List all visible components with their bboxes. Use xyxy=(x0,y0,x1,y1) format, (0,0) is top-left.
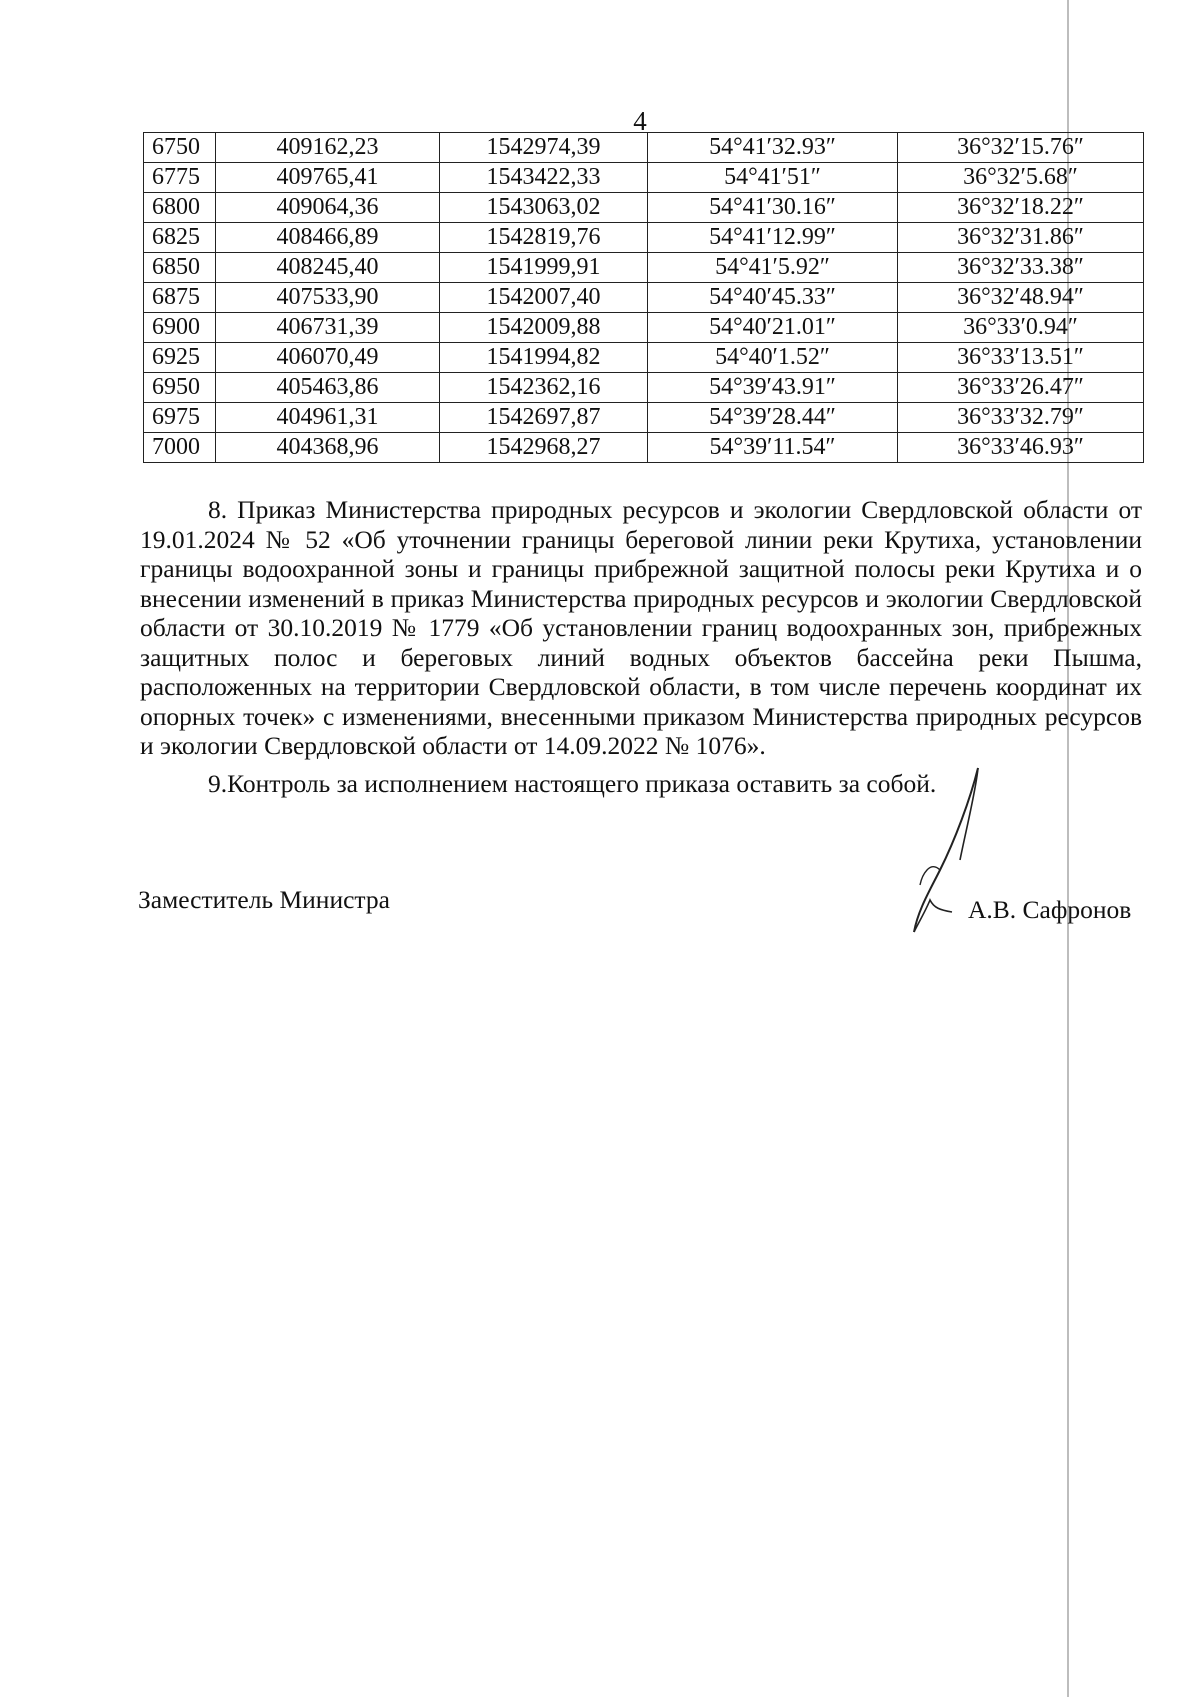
point-number-cell: 7000 xyxy=(144,433,216,463)
paragraph-item-9: 9.Контроль за исполнением настоящего приказа оставить за собой. xyxy=(208,768,937,798)
y-coordinate-cell: 1542362,16 xyxy=(440,373,648,403)
point-number-cell: 6950 xyxy=(144,373,216,403)
table-row xyxy=(144,343,1144,373)
coordinates-table xyxy=(143,132,1144,463)
point-number-cell: 6925 xyxy=(144,343,216,373)
signature-name: А.В. Сафронов xyxy=(968,895,1132,924)
x-coordinate-cell: 407533,90 xyxy=(216,283,440,313)
x-coordinate-cell: 404368,96 xyxy=(216,433,440,463)
page-number: 4 xyxy=(633,106,647,136)
longitude-cell: 36°33′32.79″ xyxy=(898,403,1144,433)
table-row xyxy=(144,253,1144,283)
table-row xyxy=(144,133,1144,163)
latitude-cell: 54°41′51″ xyxy=(648,163,898,193)
longitude-cell: 36°32′15.76″ xyxy=(898,133,1144,163)
point-number-cell: 6825 xyxy=(144,223,216,253)
y-coordinate-cell: 1542007,40 xyxy=(440,283,648,313)
point-number-cell: 6775 xyxy=(144,163,216,193)
y-coordinate-cell: 1542697,87 xyxy=(440,403,648,433)
y-coordinate-cell: 1542009,88 xyxy=(440,313,648,343)
paragraph-item-8: 8. Приказ Министерства природных ресурсов и экологии Свердловской области от 19.01.2024 № 52 «Об уточнении границы береговой линии реки Крутиха, установлении границы водоохранной зоны и границы прибрежной защитной полосы реки Крутиха и о внесении изменений в приказ Министерства природных ресурсов и экологии Свердловской области от 30.10.2019 № 1779 «Об установлении границ водоохранных зон, прибрежных защитных полос и береговых линий водных объектов бассейна реки Пышма, расположенных на территории Свердловской области, в том числе перечень координат их опорных точек» с изменениями, внесенными приказом Министерства природных ресурсов и экологии Свердловской области от 14.09.2022 № 1076». xyxy=(140,495,1142,760)
y-coordinate-cell: 1542968,27 xyxy=(440,433,648,463)
y-coordinate-cell: 1542974,39 xyxy=(440,133,648,163)
coordinates-table-body xyxy=(144,133,1144,463)
table-row xyxy=(144,223,1144,253)
latitude-cell: 54°40′45.33″ xyxy=(648,283,898,313)
table-row xyxy=(144,373,1144,403)
latitude-cell: 54°41′5.92″ xyxy=(648,253,898,283)
y-coordinate-cell: 1541999,91 xyxy=(440,253,648,283)
longitude-cell: 36°33′46.93″ xyxy=(898,433,1144,463)
longitude-cell: 36°32′33.38″ xyxy=(898,253,1144,283)
table-row xyxy=(144,283,1144,313)
y-coordinate-cell: 1541994,82 xyxy=(440,343,648,373)
table-row xyxy=(144,403,1144,433)
table-row xyxy=(144,163,1144,193)
longitude-cell: 36°32′31.86″ xyxy=(898,223,1144,253)
table-row xyxy=(144,433,1144,463)
longitude-cell: 36°33′26.47″ xyxy=(898,373,1144,403)
x-coordinate-cell: 406731,39 xyxy=(216,313,440,343)
order-text xyxy=(140,495,1142,798)
longitude-cell: 36°32′18.22″ xyxy=(898,193,1144,223)
table-row xyxy=(144,193,1144,223)
latitude-cell: 54°41′32.93″ xyxy=(648,133,898,163)
table-row xyxy=(144,313,1144,343)
point-number-cell: 6850 xyxy=(144,253,216,283)
x-coordinate-cell: 409064,36 xyxy=(216,193,440,223)
x-coordinate-cell: 405463,86 xyxy=(216,373,440,403)
x-coordinate-cell: 408466,89 xyxy=(216,223,440,253)
point-number-cell: 6900 xyxy=(144,313,216,343)
signature-title: Заместитель Министра xyxy=(138,885,390,914)
longitude-cell: 36°33′13.51″ xyxy=(898,343,1144,373)
latitude-cell: 54°39′11.54″ xyxy=(648,433,898,463)
y-coordinate-cell: 1543422,33 xyxy=(440,163,648,193)
x-coordinate-cell: 408245,40 xyxy=(216,253,440,283)
point-number-cell: 6875 xyxy=(144,283,216,313)
latitude-cell: 54°40′21.01″ xyxy=(648,313,898,343)
latitude-cell: 54°39′28.44″ xyxy=(648,403,898,433)
point-number-cell: 6800 xyxy=(144,193,216,223)
x-coordinate-cell: 406070,49 xyxy=(216,343,440,373)
longitude-cell: 36°33′0.94″ xyxy=(898,313,1144,343)
point-number-cell: 6750 xyxy=(144,133,216,163)
y-coordinate-cell: 1542819,76 xyxy=(440,223,648,253)
latitude-cell: 54°41′30.16″ xyxy=(648,193,898,223)
latitude-cell: 54°39′43.91″ xyxy=(648,373,898,403)
point-number-cell: 6975 xyxy=(144,403,216,433)
latitude-cell: 54°40′1.52″ xyxy=(648,343,898,373)
latitude-cell: 54°41′12.99″ xyxy=(648,223,898,253)
x-coordinate-cell: 409162,23 xyxy=(216,133,440,163)
x-coordinate-cell: 404961,31 xyxy=(216,403,440,433)
longitude-cell: 36°32′48.94″ xyxy=(898,283,1144,313)
y-coordinate-cell: 1543063,02 xyxy=(440,193,648,223)
x-coordinate-cell: 409765,41 xyxy=(216,163,440,193)
longitude-cell: 36°32′5.68″ xyxy=(898,163,1144,193)
